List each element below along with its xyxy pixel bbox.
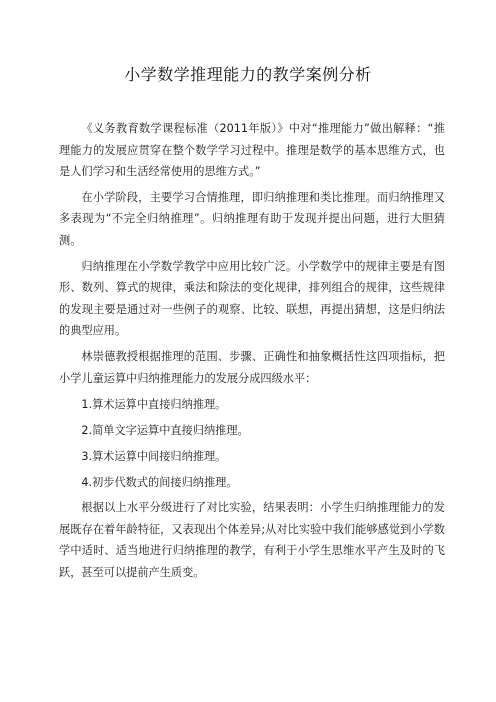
paragraph-primary-stage: 在小学阶段，主要学习合情推理，即归纳推理和类比推理。而归纳推理又多表现为“不完全归纳推理”。归纳推理有助于发现并提出问题，进行大胆猜测。 — [59, 190, 445, 247]
level-item-3: 3.算术运算中间接归纳推理。 — [81, 450, 227, 464]
document-body — [59, 118, 445, 588]
document-title: 小学数学推理能力的教学案例分析 — [124, 65, 372, 84]
paragraph-inductive-application: 归纳推理在小学数学教学中应用比较广泛。小学数学中的规律主要是有图形、数列、算式的规律，乘法和除法的变化规律，排列组合的规律，这些规律的发现主要是通过对一些例子的观察、比较、联想，再提出猜想，这是归纳法的典型应用。 — [59, 259, 445, 338]
paragraph-curriculum-standard: 《义务教育数学课程标准（2011年版）》中对“推理能力”做出解释：“推理能力的发展应贯穿在整个数学学习过程中。推理是数学的基本思维方式，也是人们学习和生活经常使用的思维方式。” — [59, 122, 445, 179]
level-item-2: 2.简单文字运算中直接归纳推理。 — [81, 424, 249, 438]
level-item-1: 1.算术运算中直接归纳推理。 — [81, 398, 227, 412]
paragraph-conclusion: 根据以上水平分级进行了对比实验，结果表明：小学生归纳推理能力的发展既存在着年龄特征，又表现出个体差异;从对比实验中我们能够感觉到小学数学中适时、适当地进行归纳推理的教学，有利于小学生思维水平产生及时的飞跃，甚至可以提前产生质变。 — [59, 501, 445, 579]
paragraph-four-levels-intro: 林崇德教授根据推理的范围、步骤、正确性和抽象概括性这四项指标，把小学儿童运算中归纳推理能力的发展分成四级水平： — [59, 349, 445, 385]
level-item-4: 4.初步代数式的间接归纳推理。 — [81, 476, 238, 490]
